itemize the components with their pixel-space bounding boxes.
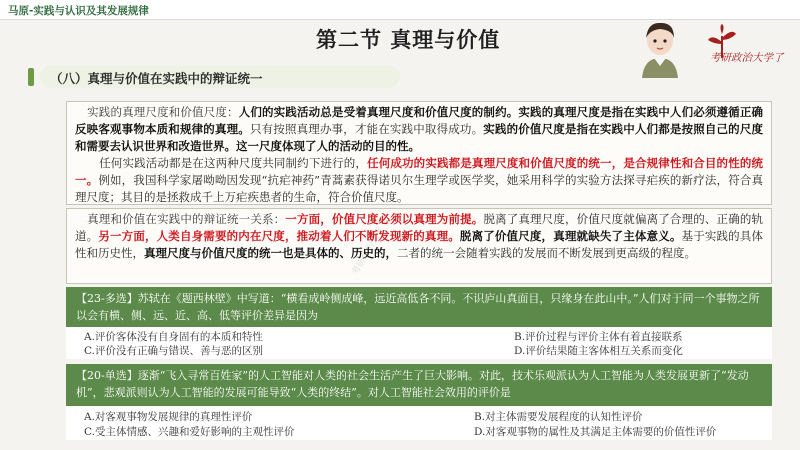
question-1-stem [66,287,772,327]
text-dialectical-s2: 脱离了真理尺度，价值尺度就偏离了合理的、正确的轨道。 [75,212,764,243]
question-2-stem [66,364,772,406]
paragraph-dialectical [75,211,763,262]
paragraph-unity [75,155,763,206]
text-measure-s2: 只有按照真理办事，才能在实践中取得成功。 [249,122,484,136]
text-unity-red: 任何成功的实践都是真理尺度和价值尺度的统一，是合规律性和合目的性的统一。 [75,156,763,187]
question-2-options [66,406,772,440]
text-unity-example: 例如，我国科学家屠呦呦因发现“抗疟神药”青蒿素获得诺贝尔生理学或医学奖，她采用科学的实验方法探寻疟疾的新疗法，符合真理尺度；其目的是拯救成千上万疟疾患者的生命，符合价值尺度。 [75,173,764,204]
q2-option-c[interactable]: C.受主体情感、兴趣和爱好影响的主观性评价 [84,426,295,438]
label-dialectical: 真理和价值在实践中的辩证统一关系： [87,212,286,226]
top-bar [0,0,800,20]
heading-accent-bar [28,68,34,86]
section-heading [40,66,400,88]
q2-option-a[interactable]: A.对客观事物发展规律的真理性评价 [84,411,253,423]
text-measure-s3: 实践的价值尺度是指在实践中人们都是按照自己的尺度和需要去认识世界和改造世界。这一尺度体现了人的活动的目的性。 [75,122,764,153]
breadcrumb: 马原-实践与认识及其发展规律 [8,5,149,17]
text-dialectical-s5: 基于实践的具体性和历史性， [75,229,764,260]
label-measures: 实践的真理尺度和价值尺度： [87,105,239,119]
text-dialectical-s6: 真理尺度与价值尺度的统一也是具体的、历史的， [144,246,397,260]
text-measure-s1: 人们的实践活动总是受着真理尺度和价值尺度的制约。实践的真理尺度是指在实践中人们必须遵循正确反映客观事物本质和规律的真理。 [75,105,763,136]
paragraph-measures [75,104,763,155]
avatar [638,20,682,78]
q1-option-d[interactable]: D.评价结果随主客体相互关系而变化 [514,345,683,357]
logo-text: 考研政治大学了 [710,52,784,64]
watermark: 考研政治大学了 [350,217,391,278]
q1-option-b[interactable]: B.评价过程与评价主体有着直接联系 [514,331,683,343]
q2-option-d[interactable]: D.对客观事物的属性及其满足主体需要的价值性评价 [474,426,717,438]
page-title: 第二节 真理与价值 [316,27,501,52]
text-dialectical-red2: 另一方面，人类自身需要的内在尺度，推动着人们不断发现新的真理。 [98,229,460,243]
content-box-dialectical-unity [66,208,772,284]
text-dialectical-s4: 脱离了价值尺度，真理就缺失了主体意义。 [459,229,682,243]
text-dialectical-s7: 二者的统一会随着实践的发展而不断发展到更高级的程度。 [397,246,696,260]
question-2-text: 【20-单选】逐渐“飞入寻常百姓家”的人工智能对人类的社会生活产生了巨大影响。对此，技术乐观派认为人工智能为人类发展更新了“发动机”，悲观派则认为人工智能的发展可能导致“人类的终结”。对人工智能社会效用的评价是 [76,369,749,399]
question-1-options [66,327,772,359]
q1-option-a[interactable]: A.评价客体没有自身固有的本质和特性 [84,331,263,343]
text-dialectical-red1: 一方面，价值尺度必须以真理为前提。 [285,212,484,226]
text-unity-s4: 任何实践活动都是在这两种尺度共同制约下进行的， [99,156,368,170]
q2-option-b[interactable]: B.对主体需要发展程度的认知性评价 [474,411,643,423]
question-1-text: 【23-多选】苏轼在《题西林壁》中写道：“横看成岭侧成峰，远近高低各不同。不识庐山真面目，只缘身在此山中。”人们对于同一个事物之所以会有横、侧、远、近、高、低等评价差异是因为 [76,292,760,322]
q1-option-c[interactable]: C.评价没有正确与错误、善与恶的区别 [84,345,263,357]
brand-logo [684,22,794,74]
content-box-truth-value-measure [66,101,772,205]
section-heading-text: （八）真理与价值在实践中的辩证统一 [50,71,263,86]
